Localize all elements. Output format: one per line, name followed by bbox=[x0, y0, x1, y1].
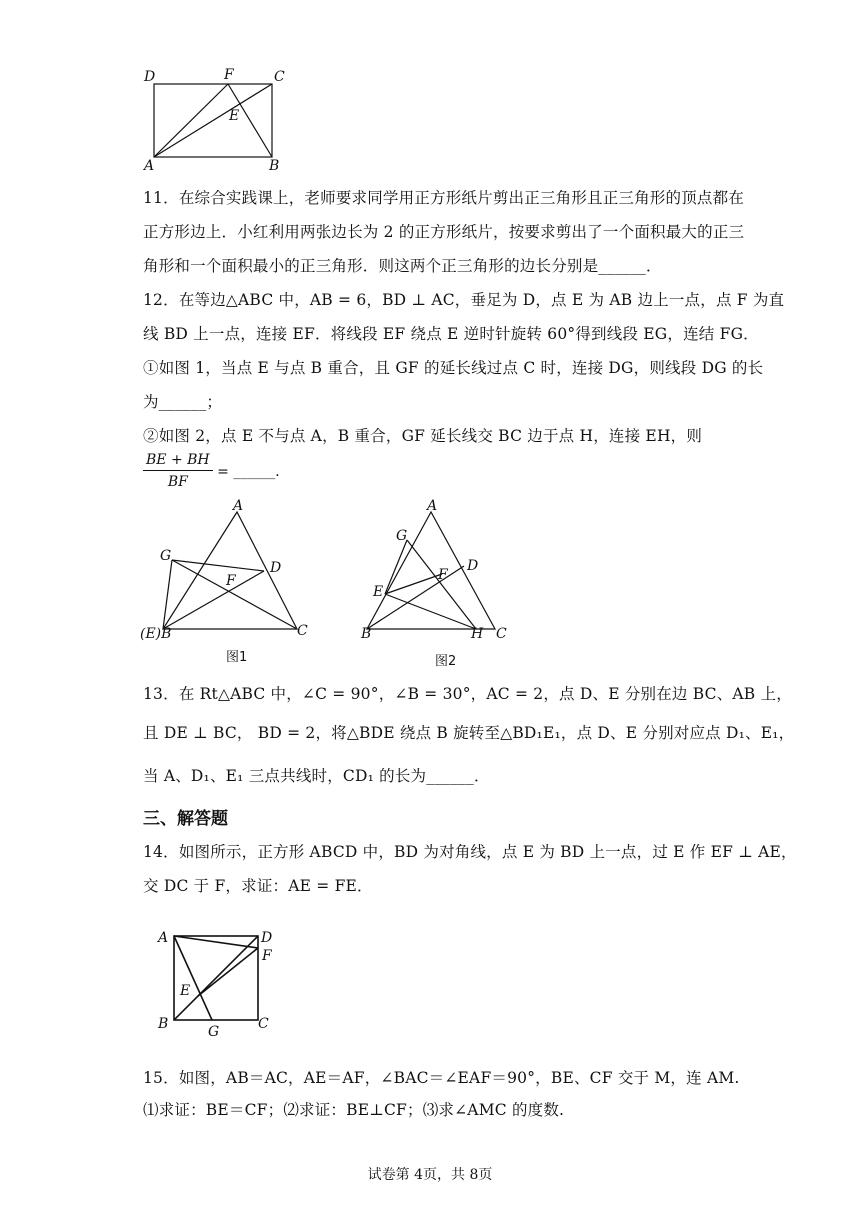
label-b: B bbox=[269, 158, 280, 174]
q12-line-4: 为______； bbox=[143, 393, 223, 411]
q13-line-2: 且 DE ⊥ BC， BD = 2，将△BDE 绕点 B 旋转至△BD₁E₁，点 D、E 分别对应点 D₁、E₁， bbox=[143, 724, 795, 742]
label-d: D bbox=[261, 930, 273, 946]
q11-line-2: 正方形边上．小红利用两张边长为 2 的正方形纸片，按要求剪出了一个面积最大的正三 bbox=[143, 223, 745, 241]
label-g: G bbox=[160, 548, 172, 564]
label-c: C bbox=[297, 623, 308, 639]
label-f: F bbox=[438, 567, 448, 583]
q14-line-2: 交 DC 于 F，求证：AE = FE． bbox=[143, 877, 373, 895]
label-b: B bbox=[361, 626, 372, 642]
q11-line-1: 11．在综合实践课上，老师要求同学用正方形纸片剪出正三角形且正三角形的顶点都在 bbox=[143, 189, 745, 207]
label-c: C bbox=[258, 1016, 269, 1032]
label-c: C bbox=[274, 69, 285, 85]
figure-12-2 bbox=[355, 494, 525, 672]
q12-line-2: 线 BD 上一点，连接 EF．将线段 EF 绕点 E 逆时针旋转 60°得到线段 EG，连结 FG． bbox=[143, 325, 759, 343]
label-a: A bbox=[233, 498, 244, 514]
label-e: E bbox=[180, 983, 191, 999]
q14-line-1: 14．如图所示，正方形 ABCD 中，BD 为对角线，点 E 为 BD 上一点，过 E 作 EF ⊥ AE， bbox=[143, 843, 797, 861]
label-b: B bbox=[158, 1016, 169, 1032]
figure-square-abcd bbox=[150, 912, 290, 1042]
fraction-numerator: BE + BH bbox=[143, 452, 213, 471]
figure-rectangle-abcd bbox=[140, 62, 300, 177]
label-d: D bbox=[467, 558, 479, 574]
label-g: G bbox=[396, 528, 408, 544]
q13-line-1: 13．在 Rt△ABC 中，∠C = 90°，∠B = 30°，AC = 2，点 D、E 分别在边 BC、AB 上， bbox=[143, 685, 792, 703]
section-heading: 三、解答题 bbox=[143, 809, 228, 829]
q12-line-5: ②如图 2，点 E 不与点 A，B 重合，GF 延长线交 BC 边于点 H，连接 EH，则 bbox=[143, 427, 703, 445]
label-a: A bbox=[427, 498, 438, 514]
q15-line-1: 15．如图，AB＝AC，AE＝AF，∠BAC＝∠EAF＝90°，BE、CF 交于 M，连 AM. bbox=[143, 1069, 740, 1087]
label-d: D bbox=[144, 69, 156, 85]
label-e: E bbox=[373, 584, 384, 600]
q12-line-3: ①如图 1，当点 E 与点 B 重合，且 GF 的延长线过点 C 时，连接 DG，则线段 DG 的长 bbox=[143, 359, 764, 377]
label-d: D bbox=[270, 560, 282, 576]
label-f: F bbox=[226, 573, 236, 589]
label-a: A bbox=[158, 930, 169, 946]
label-e: E bbox=[229, 108, 240, 124]
label-g: G bbox=[208, 1024, 220, 1040]
fraction-denominator: BF bbox=[167, 474, 188, 490]
label-e-b: (E)B bbox=[140, 626, 172, 642]
q13-line-3: 当 A、D₁、E₁ 三点共线时，CD₁ 的长为______． bbox=[143, 767, 490, 785]
label-c: C bbox=[496, 626, 507, 642]
q12-fraction bbox=[143, 452, 289, 490]
page-footer: 试卷第 4页，共 8页 bbox=[367, 1167, 493, 1183]
fraction-answer-blank: = ______． bbox=[217, 464, 290, 480]
label-h: H bbox=[471, 626, 484, 642]
label-a: A bbox=[144, 158, 155, 174]
q12-line-1: 12．在等边△ABC 中，AB = 6，BD ⊥ AC，垂足为 D，点 E 为 AB 边上一点，点 F 为直 bbox=[143, 291, 785, 309]
figure-caption: 图2 bbox=[435, 654, 457, 669]
figure-caption: 图1 bbox=[226, 650, 248, 665]
figure-12-1 bbox=[140, 498, 320, 673]
q11-line-3: 角形和一个面积最小的正三角形．则这两个正三角形的边长分别是______． bbox=[143, 257, 662, 275]
label-f: F bbox=[224, 67, 234, 83]
label-f: F bbox=[262, 948, 272, 964]
q15-line-2: ⑴求证：BE＝CF；⑵求证：BE⊥CF；⑶求∠AMC 的度数. bbox=[143, 1101, 565, 1119]
